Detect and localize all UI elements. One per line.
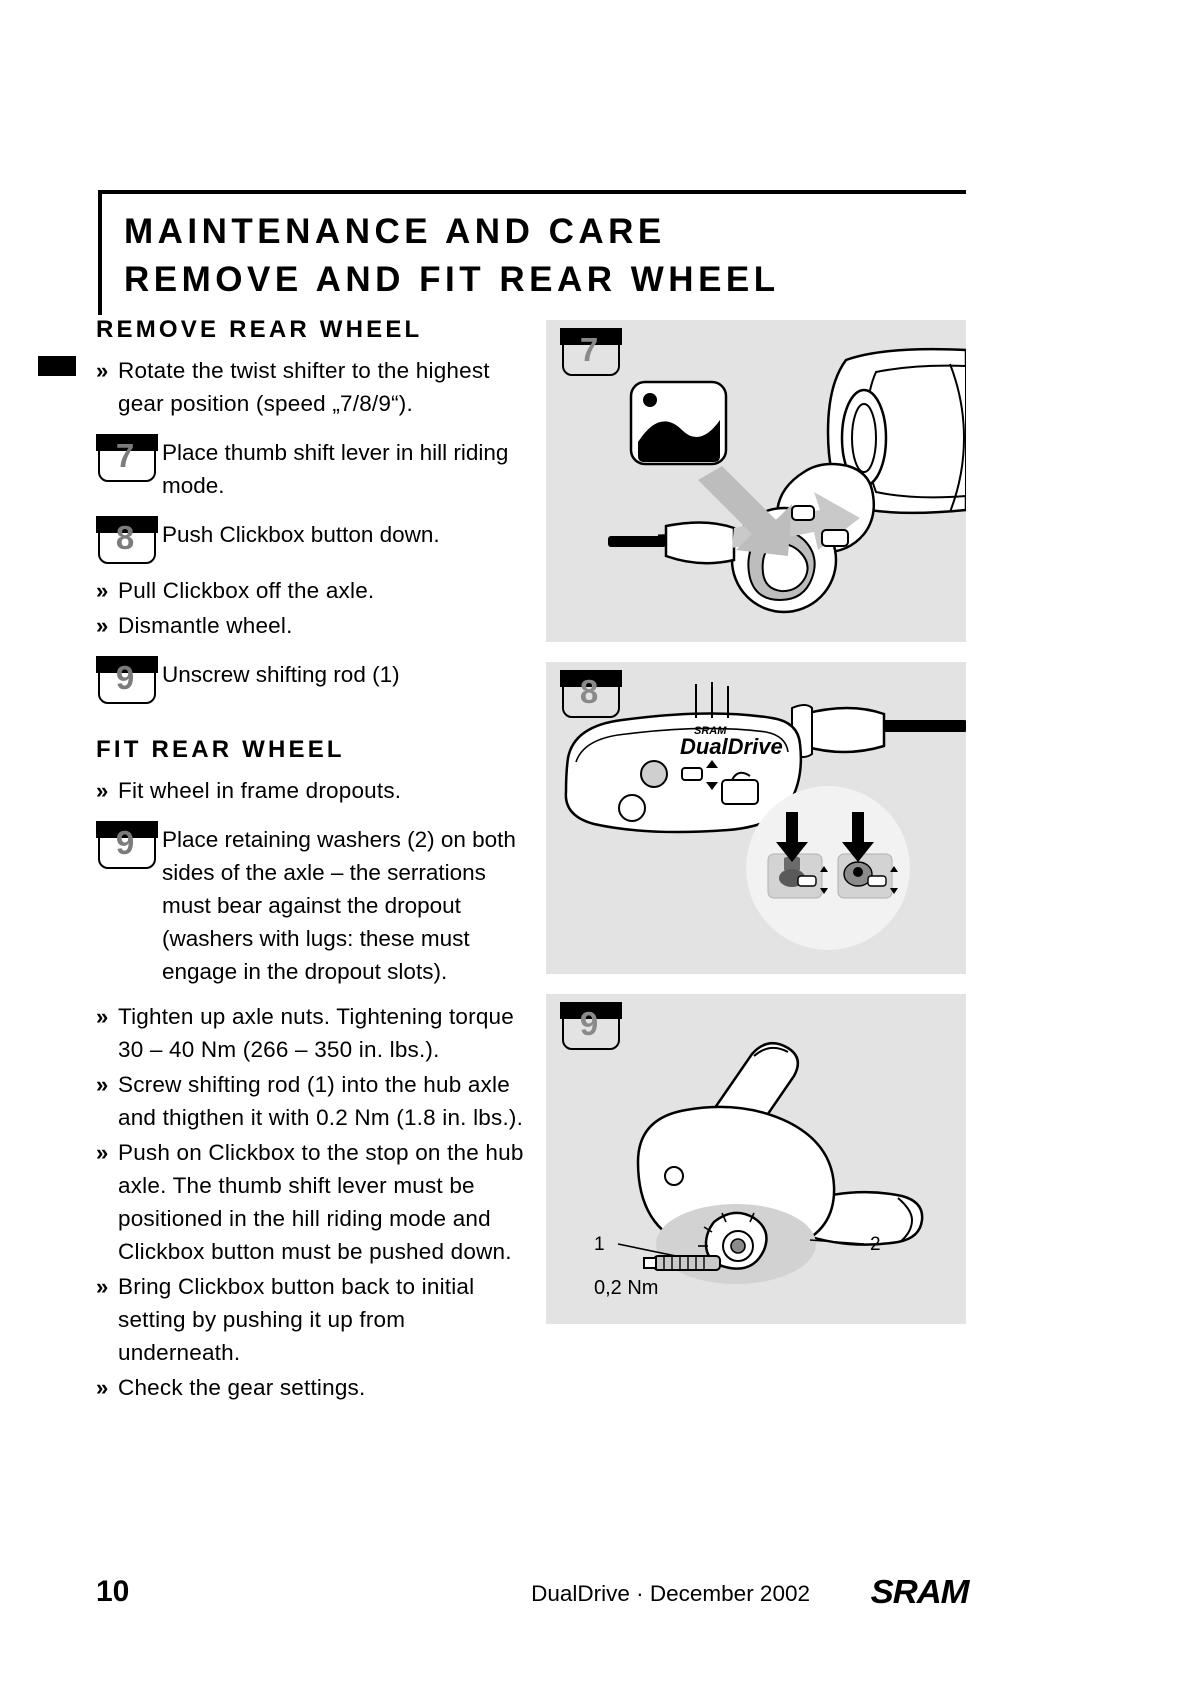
section-title-fit: FIT REAR WHEEL (96, 736, 345, 763)
step-badge-number: 7 (115, 437, 135, 474)
step-item-text: Unscrew shifting rod (1) (162, 662, 400, 687)
figure-badge-number: 8 (579, 673, 599, 710)
step-item (96, 819, 526, 988)
step-item (96, 654, 526, 702)
list-item-text: Screw shifting rod (1) into the hub axle and thigthen it with 0.2 Nm (1.8 in. lbs.). (118, 1072, 524, 1130)
bullet-marker: » (96, 1072, 109, 1097)
step-badge-icon (96, 821, 158, 867)
step-badge-icon (96, 656, 158, 702)
bullet-marker: » (96, 778, 109, 803)
list-item-text: Fit wheel in frame dropouts. (118, 778, 402, 803)
step-item (96, 432, 526, 502)
list-item (96, 1000, 526, 1066)
list-item-text: Tighten up axle nuts. Tightening torque 30 – 40 Nm (266 – 350 in. lbs.). (118, 1004, 514, 1062)
step-badge-number: 9 (115, 659, 135, 696)
list-item (96, 774, 526, 807)
step-item (96, 514, 526, 562)
svg-text:DualDrive: DualDrive (680, 734, 783, 759)
figure-badge-number: 7 (579, 331, 599, 368)
list-item (96, 609, 526, 642)
step-badge-number: 8 (115, 519, 135, 556)
figure-badge-8 (560, 670, 622, 716)
svg-text:SRAM: SRAM (694, 725, 727, 737)
header-line-1: MAINTENANCE AND CARE (124, 212, 666, 251)
step-badge-icon (96, 516, 158, 562)
list-item (96, 1371, 526, 1404)
figure-badge-7 (560, 328, 622, 374)
bullet-marker: » (96, 358, 109, 383)
page-header (98, 190, 966, 315)
svg-text:1: 1 (594, 1234, 605, 1255)
figure-dropout (546, 994, 966, 1324)
page-footer (96, 1573, 969, 1621)
svg-text:2: 2 (870, 1234, 881, 1255)
bullet-marker: » (96, 1140, 109, 1165)
bullet-marker: » (96, 578, 109, 603)
list-item (96, 1270, 526, 1369)
step-item-text: Place thumb shift lever in hill riding mode. (162, 440, 509, 498)
list-item (96, 1068, 526, 1134)
list-item-text: Bring Clickbox button back to initial setting by pushing it up from underneath. (118, 1274, 475, 1365)
step-badge-icon (96, 434, 158, 480)
margin-marker (38, 356, 76, 376)
header-line-2: REMOVE AND FIT REAR WHEEL (124, 260, 780, 300)
bullet-marker: » (96, 1274, 109, 1299)
svg-text:0,2 Nm: 0,2 Nm (594, 1277, 659, 1299)
figure-badge-9 (560, 1002, 622, 1048)
page-number: 10 (96, 1575, 130, 1608)
figures-column (546, 320, 966, 1344)
figure-badge-number: 9 (579, 1005, 599, 1042)
list-item (96, 574, 526, 607)
step-item-text: Push Clickbox button down. (162, 522, 440, 547)
list-item-text: Check the gear settings. (118, 1375, 366, 1400)
sram-logo: SRAM (870, 1573, 969, 1610)
list-item-text: Pull Clickbox off the axle. (118, 578, 375, 603)
bullet-marker: » (96, 613, 109, 638)
list-item-text: Rotate the twist shifter to the highest gear position (speed „7/8/9“). (118, 358, 490, 416)
bullet-marker: » (96, 1004, 109, 1029)
list-item (96, 354, 526, 420)
bullet-marker: » (96, 1375, 109, 1400)
list-item (96, 1136, 526, 1268)
figure-clickbox (546, 662, 966, 974)
list-item-text: Dismantle wheel. (118, 613, 293, 638)
section-title-remove: REMOVE REAR WHEEL (96, 316, 423, 343)
footer-text: DualDrive · December 2002 (531, 1581, 810, 1606)
step-item-text: Place retaining washers (2) on both sides of the axle – the serrations must bear against the dropout (washers with lugs: these must engage in the dropout slots). (162, 827, 516, 984)
instructions-column (96, 316, 526, 1406)
figure-shifter (546, 320, 966, 642)
list-item-text: Push on Clickbox to the stop on the hub axle. The thumb shift lever must be positioned in the hill riding mode and Clickbox button must be pushed down. (118, 1140, 524, 1264)
step-badge-number: 9 (115, 824, 135, 861)
